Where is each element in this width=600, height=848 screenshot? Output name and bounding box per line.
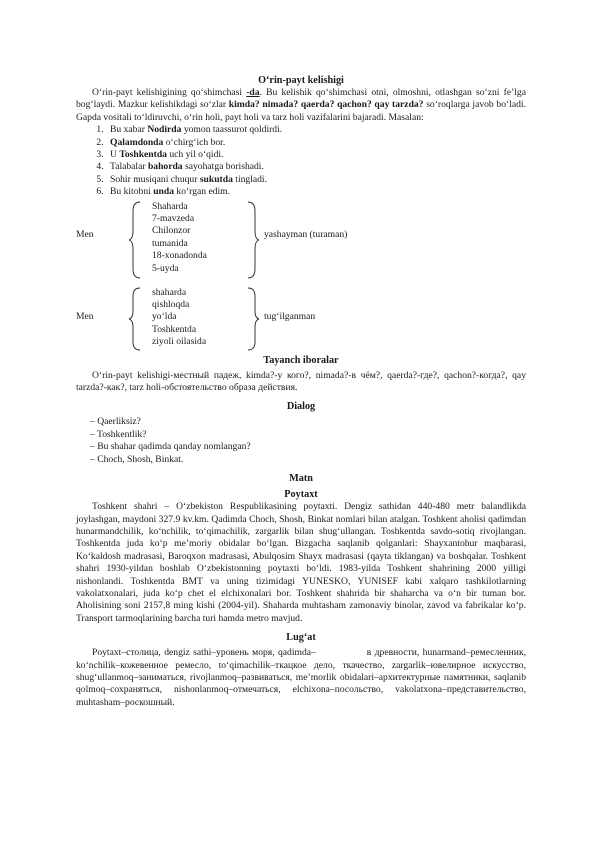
- right-brace-icon: [246, 201, 260, 279]
- intro-text-3: so‘roqlarga javob bo‘ladi. Gapda vositali to‘ldiruvchi, o‘rin holi, payt holi va tarz holi vazifalarini bajaradi. Masalan:: [76, 99, 526, 123]
- list-item: 1. Bu xabar Nodirda yomon taassurot qoldirdi.: [106, 124, 526, 136]
- intro-text-2: . Bu kelishik qo‘shimchasi otni, olmoshni, otlashgan so‘zni fe’lga bog‘laydi. Mazkur kelishikdagi so‘zlar: [76, 87, 526, 111]
- document-page: [76, 74, 529, 709]
- place-list-1: [152, 201, 207, 275]
- dialog-list: [76, 416, 526, 466]
- list-item: 6. Bu kitobni unda ko‘rgan edim.: [106, 186, 526, 198]
- list-item: 18-xonadonda: [152, 250, 207, 262]
- list-item: shaharda: [152, 286, 187, 298]
- subject-men-2: Men: [76, 310, 94, 322]
- suffix-da: -da: [246, 87, 260, 98]
- list-item: 5-uyda: [152, 262, 179, 274]
- verb-yashayman: yashayman (turaman): [264, 228, 348, 240]
- brace-table-tugilganman: [76, 287, 526, 351]
- intro-text-1: O‘rin-payt kelishigining qo‘shimchasi: [92, 87, 247, 98]
- list-item: Chilonzor: [152, 225, 191, 237]
- section-title-orin-payt: O‘rin-payt kelishigi: [258, 75, 344, 86]
- dialog-line: – Choch, Shosh, Binkat.: [90, 453, 184, 465]
- subject-men-1: Men: [76, 228, 94, 240]
- list-item: 4. Talabalar bahorda sayohatga borishadi.: [106, 161, 526, 173]
- list-item: qishloqda: [152, 299, 190, 311]
- left-brace-icon: [128, 287, 142, 351]
- section-title-lugat: Lug‘at: [286, 632, 316, 644]
- list-item: ziyoli oilasida: [152, 336, 207, 348]
- list-item: 7-mavzeda: [152, 213, 195, 225]
- question-words: kimda? nimada? qaerda? qachon? qay tarzda?: [228, 99, 424, 111]
- dialog-line: – Qaerliksiz?: [90, 416, 141, 428]
- dialog-line: – Bu shahar qadimda qanday nomlangan?: [90, 441, 251, 453]
- examples-list: [76, 124, 526, 198]
- dialog-line: – Toshkentlik?: [90, 428, 147, 440]
- list-item: yo‘lda: [152, 311, 177, 323]
- intro-paragraph: [76, 87, 526, 124]
- place-list-2: [152, 287, 206, 349]
- section-title-matn: Matn: [289, 473, 313, 485]
- list-item: 2. Qalamdonda o‘chirg‘ich bor.: [106, 137, 526, 149]
- list-item: Toshkentda: [152, 323, 197, 335]
- list-item: 5. Sohir musiqani chuqur sukutda tingladi.: [106, 174, 526, 186]
- list-item: tumanida: [152, 237, 188, 249]
- text-paragraph-poytaxt: Toshkent shahri – O‘zbekiston Respublikasining poytaxti. Dengiz sathidan 440-480 metr balandlikda joylashgan, maydoni 327.9 kv.km. Qadimda Choch, Shosh, Binkat nomlari bilan atalgan. Toshkent aholisi qadimdan hunarmandchilik, ko‘nchilik, to‘qimachilik, zargarlik bilan shug‘ullangan. Toshkentda savdo-sotiq rivojlangan. Toshkentda juda ko‘p me’moriy obidalar bo‘lgan. Bizgacha saqlanib qolganlari: Shayxantohur maqbarasi, Ko‘kaldosh madrasasi, Baroqxon madrasasi, Abulqosim Shayx madrasasi (qayta tiklangan) va boshqalar. Toshkent shahri 1930-yildan boshlab O‘zbekistonning poytaxti bo‘ldi. 1983-yilda Toshkent shahrining 2000 yilligi nishonlandi. Toshkentda BMT va uning tizimidagi YUNESKO, YUNISEF kabi xalqaro tashkilotlarning vakolatxonalari, juda ko‘p chet el elchixonalari bor. Toshkent shahrida bir shaharcha va o‘n bir tuman bor. Aholisining soni 2157,8 ming kishi (2004-yil). Shaharda muhtasham zamonaviy binolar, zavod va fabrikalar ko‘p. Transport tarmoqlarining barcha turi hamda metro mavjud.: [76, 501, 526, 624]
- list-item: 3. U Toshkentda uch yil o‘qidi.: [106, 149, 526, 161]
- section-title-tayanch: Tayanch iboralar: [263, 354, 339, 366]
- vocabulary-paragraph: Poytaxt–столица, dengiz sathi–уровень моря, qadimda– в древности, hunarmand–ремесленник, ko‘nchilik–кожевенное ремесло, to‘qimachilik–ткацкое дело, ткачество, zargarlik–ювелирное искусство, shug‘ullanmoq–заниматься, rivojlanmoq–развиваться, me’morlik obidalari–архитектурные памятники, saqlanib qolmoq–сохраняться, nishonlanmoq–отмечаться, elchixona–посольство, vakolatxona–представительство, muhtasham–роскошный.: [76, 647, 529, 708]
- section-title-dialog: Dialog: [286, 401, 316, 413]
- list-item: Shaharda: [152, 200, 188, 212]
- verb-tugilganman: tug‘ilganman: [264, 310, 316, 322]
- keywords-paragraph: O‘rin-payt kelishigi-местный падеж, kimda?-у кого?, nimada?-в чём?, qaerda?-где?, qachon?-когда?, qay tarzda?-как?, tarz holi-обстоятельство образа действия.: [76, 369, 526, 394]
- brace-table-yashayman: [76, 201, 526, 279]
- left-brace-icon: [128, 201, 142, 279]
- text-title-poytaxt: Poytaxt: [284, 489, 318, 501]
- right-brace-icon: [246, 287, 260, 351]
